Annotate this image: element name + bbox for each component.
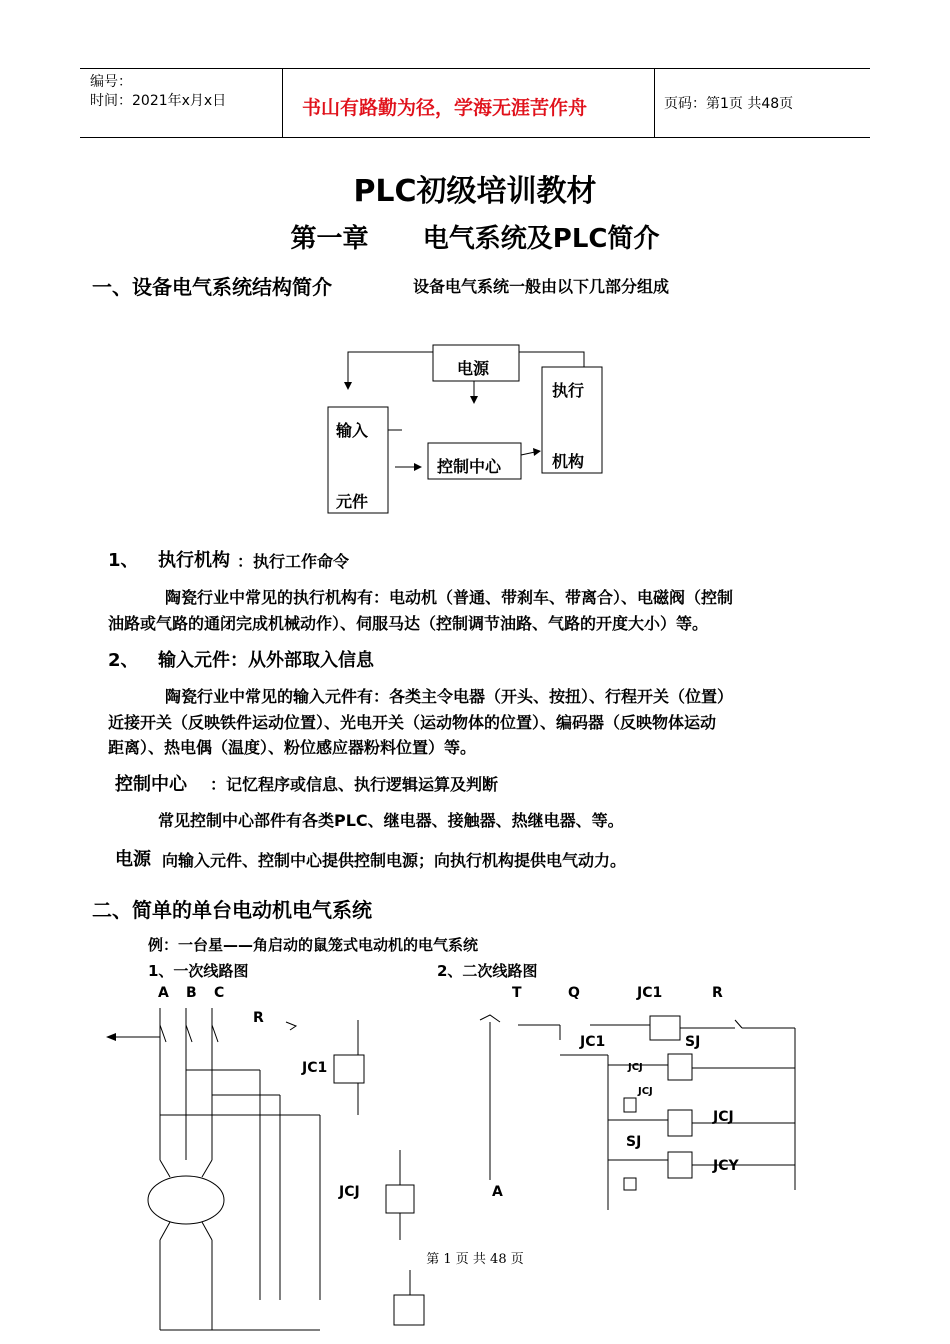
item2-title: 输入元件：从外部取入信息 [158, 650, 374, 671]
time-label: 时间：2021年x月x日 [90, 93, 227, 109]
circuit2-jcy: JCY [713, 1158, 739, 1174]
item2-para: 陶瓷行业中常见的输入元件有：各类主令电器（开头、按扭）、行程开关（位置） [165, 687, 734, 706]
circuit2-jc1: JC1 [580, 1034, 606, 1050]
section2-heading: 二、简单的单台电动机电气系统 [92, 898, 372, 922]
phase-c: C [214, 985, 225, 1001]
input-label-bottom: 元件 [336, 492, 369, 511]
exec-label-bottom: 机构 [552, 452, 585, 471]
item2-para: 距离）、热电偶（温度）、粉位感应器粉料位置）等。 [108, 738, 477, 757]
control-center-para: 常见控制中心部件有各类PLC、继电器、接触器、热继电器、等。 [158, 811, 624, 830]
section1-heading: 一、设备电气系统结构简介 [92, 275, 332, 299]
circuit2-t: T [512, 985, 522, 1001]
page-info: 页码：第1页 共48页 [664, 96, 794, 112]
exec-label-top: 执行 [552, 381, 585, 400]
circuit2-jc1-top: JC1 [637, 985, 663, 1001]
item1-para: 油路或气路的通闭完成机械动作）、伺服马达（控制调节油路、气路的开度大小）等。 [108, 614, 709, 633]
circuit2-q: Q [568, 985, 580, 1001]
chapter-title: 第一章 电气系统及PLC简介 [290, 224, 660, 254]
item1-desc: ：执行工作命令 [237, 552, 350, 571]
circuit2-jcj: JCJ [713, 1109, 734, 1125]
power-source-title: 电源 [115, 849, 151, 870]
control-center-title: 控制中心 [115, 774, 187, 795]
circuit1-jcj: JCJ [339, 1184, 360, 1200]
item1-para: 陶瓷行业中常见的执行机构有：电动机（普通、带刹车、带离合）、电磁阀（控制 [165, 588, 734, 607]
document-title: PLC初级培训教材 [353, 174, 597, 209]
item1-title: 执行机构 [158, 550, 230, 571]
circuit1-jc1: JC1 [302, 1060, 328, 1076]
motto: 书山有路勤为径，学海无涯苦作舟 [302, 97, 588, 119]
circuit1-r: R [253, 1010, 264, 1026]
page-footer: 第 1 页 共 48 页 [426, 1252, 524, 1267]
phase-a: A [158, 985, 169, 1001]
phase-b: B [186, 985, 197, 1001]
item2-para: 近接开关（反映铁件运动位置）、光电开关（运动物体的位置）、编码器（反映物体运动 [108, 713, 717, 732]
section2-sub2: 2、二次线路图 [437, 962, 538, 980]
item1-number: 1、 [108, 550, 139, 571]
circuit2-sj2: SJ [626, 1134, 642, 1150]
section1-subtitle: 设备电气系统一般由以下几部分组成 [413, 277, 670, 296]
number-label: 编号： [90, 74, 132, 90]
circuit2-jcj-small: JCJ [628, 1062, 643, 1073]
circuit2-jcj-small: JCJ [638, 1086, 653, 1097]
section2-sub1: 1、一次线路图 [148, 962, 249, 980]
section2-example: 例：一台星——角启动的鼠笼式电动机的电气系统 [148, 936, 479, 954]
control-center-desc: ：记忆程序或信息、执行逻辑运算及判断 [210, 775, 499, 794]
circuit2-a: A [492, 1184, 503, 1200]
input-label-top: 输入 [336, 421, 369, 440]
circuit2-sj: SJ [685, 1034, 701, 1050]
circuit2-r: R [712, 985, 723, 1001]
item2-number: 2、 [108, 650, 139, 671]
control-label: 控制中心 [437, 457, 502, 476]
power-source-desc: 向输入元件、控制中心提供控制电源；向执行机构提供电气动力。 [162, 851, 627, 870]
power-label: 电源 [457, 359, 490, 378]
